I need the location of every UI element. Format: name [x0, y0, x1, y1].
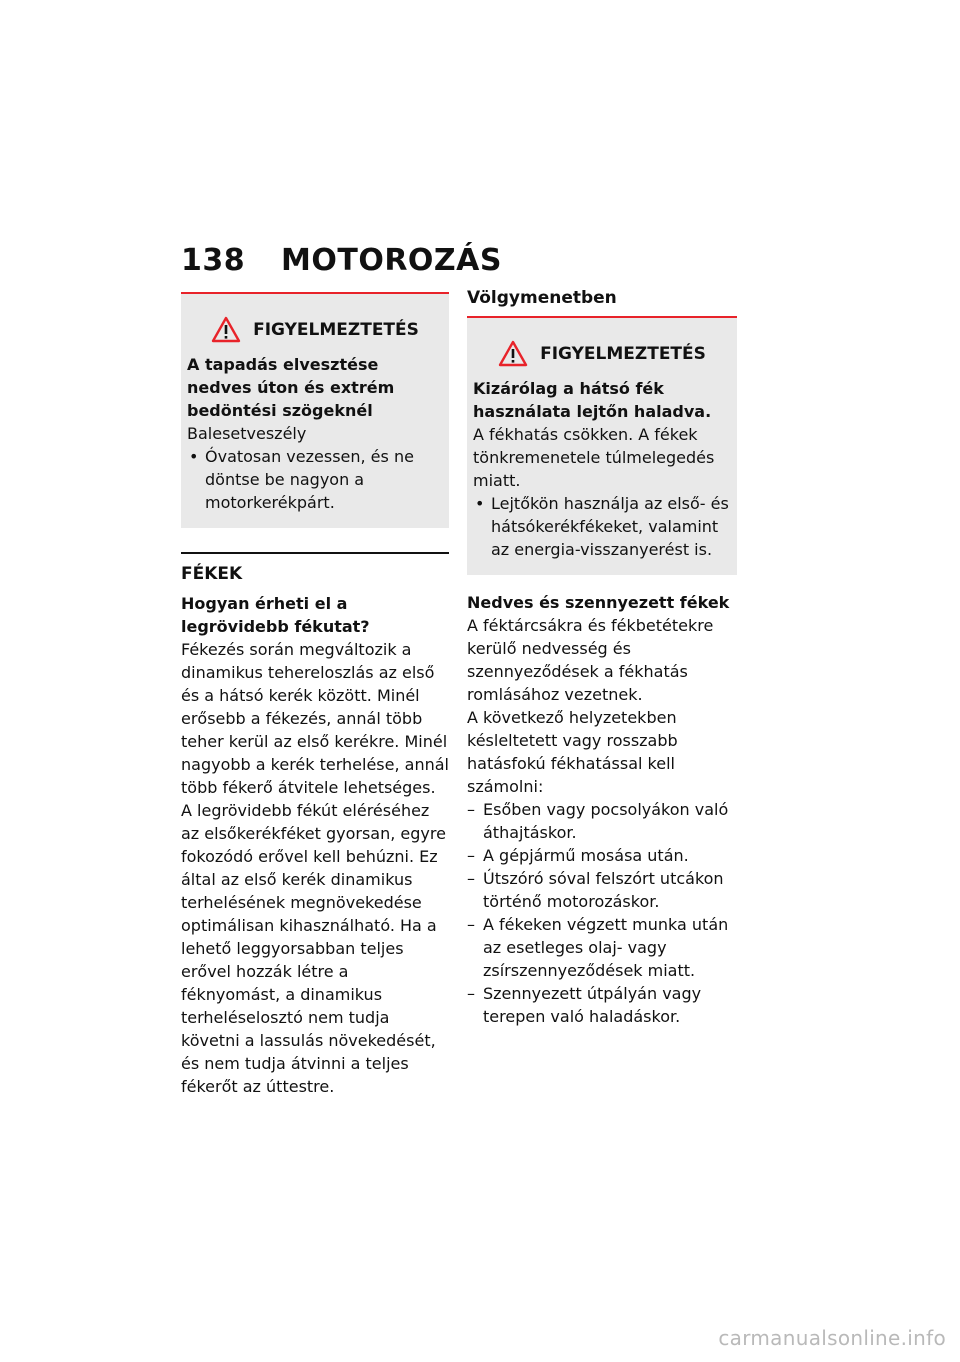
- page-number: 138: [181, 243, 246, 278]
- warning-text: Balesetveszély: [187, 424, 307, 443]
- paragraph: A legrövidebb fékút eléréséhez az elsőkerékféket gyorsan, egyre fokozódó erővel kell behúzni. Ez által az első kerék dinamikus terhelésének megnövekedése optimálisan kihasználható. Ha a lehető leggyorsabban teljes erővel hozzák létre a féknyomást, a dinamikus terheléselosztó nem tudja követni a lassulás növekedését, és nem tudja átvinni a teljes fékerőt az úttestre.: [181, 801, 446, 1096]
- page-header: [181, 243, 502, 278]
- warning-title: A tapadás elvesztése nedves úton és extrém bedöntési szögeknél: [187, 355, 395, 420]
- right-column: [467, 286, 737, 1028]
- list-item: – A gépjármű mosása után.: [467, 844, 737, 867]
- warning-triangle-icon: [498, 340, 528, 367]
- watermark: carmanualsonline.info: [718, 1326, 946, 1350]
- list-item: – Útszóró sóval felszórt utcákon történő motorozáskor.: [467, 867, 737, 913]
- subheading: Völgymenetben: [467, 288, 617, 308]
- warning-triangle-icon: [211, 316, 241, 343]
- warning-label: FIGYELMEZTETÉS: [253, 319, 419, 340]
- warning-header: [473, 336, 731, 367]
- list-item: – A fékeken végzett munka után az esetleges olaj- vagy zsírszennyeződések miatt.: [467, 913, 737, 982]
- list-item: – Esőben vagy pocsolyákon való áthajtáskor.: [467, 798, 737, 844]
- warning-bullet: • Óvatosan vezessen, és ne döntse be nagyon a motorkerékpárt.: [187, 445, 443, 514]
- section-title: FÉKEK: [181, 564, 243, 584]
- section-heading: Nedves és szennyezett fékek: [467, 593, 730, 612]
- section-divider: [181, 552, 449, 554]
- warning-box: [467, 316, 737, 575]
- warning-header: [187, 312, 443, 343]
- warning-text: A fékhatás csökken. A fékek tönkremenetele túlmelegedés miatt.: [473, 425, 715, 490]
- list-item: – Szennyezett útpályán vagy terepen való haladáskor.: [467, 982, 737, 1028]
- warning-bullet: • Lejtőkön használja az első- és hátsókerékfékeket, valamint az energia-visszanyerést is.: [473, 492, 731, 561]
- dash-list: [467, 798, 737, 1028]
- warning-title: Kizárólag a hátsó fék használata lejtőn haladva.: [473, 379, 712, 421]
- paragraph: A féktárcsákra és fékbetétekre kerülő nedvesség és szennyeződések a fékhatás romlásához vezetnek.: [467, 616, 714, 704]
- question-heading: Hogyan érheti el a legrövidebb fékutat?: [181, 594, 370, 636]
- page-title: MOTOROZÁS: [281, 243, 503, 278]
- left-column: [181, 292, 449, 1098]
- paragraph: A következő helyzetekben késleltetett vagy rosszabb hatásfokú fékhatással kell számolni:: [467, 708, 678, 796]
- warning-label: FIGYELMEZTETÉS: [540, 343, 706, 364]
- paragraph: Fékezés során megváltozik a dinamikus tehereloszlás az első és a hátsó kerék között. Minél erősebb a fékezés, annál több teher kerül az első kerékre. Minél nagyobb a kerék terhelése, annál több fékerő átvitele lehetséges.: [181, 640, 449, 797]
- warning-box: [181, 292, 449, 528]
